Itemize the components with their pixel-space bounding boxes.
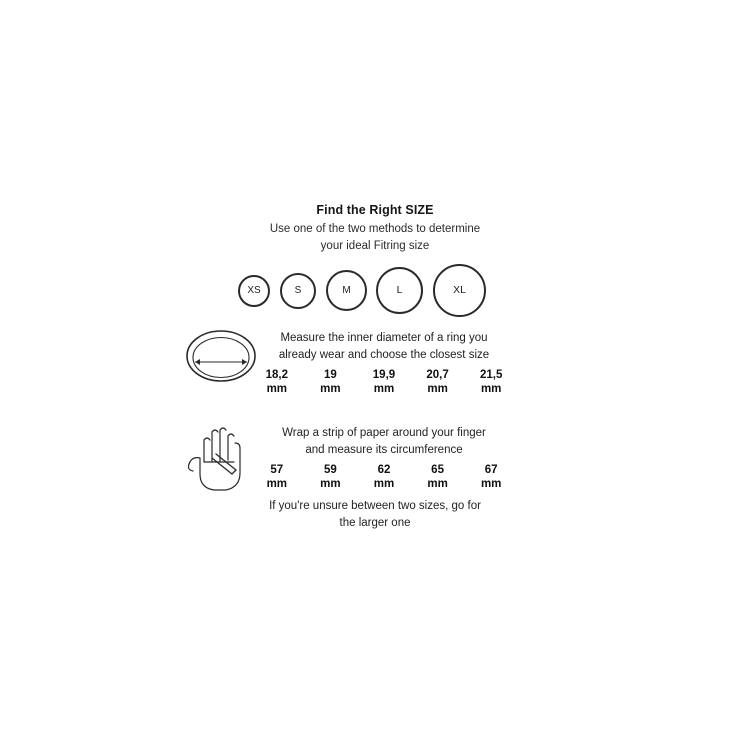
size-circle-s-label: S <box>294 285 302 296</box>
header-subtitle-line2: your ideal Fitring size <box>320 240 430 252</box>
circumference-instruction-line2: and measure its circumference <box>305 444 463 456</box>
page-title: Find the Right SIZE <box>316 203 434 217</box>
header-subtitle-line1: Use one of the two methods to determine <box>269 223 481 235</box>
circumference-value-s-number: 59 <box>323 464 337 476</box>
circumference-values-row <box>250 463 518 491</box>
size-circle-xl-label: XL <box>453 284 466 297</box>
circumference-value-xl <box>464 463 518 491</box>
footnote-line1: If you're unsure between two sizes, go for <box>269 500 481 512</box>
circumference-value-m-number: 62 <box>377 464 391 476</box>
size-circle-xs[interactable] <box>238 275 270 307</box>
diameter-value-l <box>411 368 465 396</box>
circumference-value-l-number: 65 <box>431 464 444 476</box>
circumference-value-xs-number: 57 <box>270 464 284 476</box>
size-circle-xl[interactable] <box>433 264 486 317</box>
size-circle-m[interactable] <box>326 270 367 311</box>
size-circle-xs-label: XS <box>247 285 261 296</box>
diameter-instruction <box>250 330 518 364</box>
diameter-value-l-unit: mm <box>427 383 448 395</box>
footnote <box>0 498 750 532</box>
diameter-value-m <box>357 368 411 396</box>
diameter-value-xl-number: 21,5 <box>479 369 503 381</box>
circumference-value-m-unit: mm <box>373 478 395 490</box>
diameter-value-xs-unit: mm <box>266 383 288 395</box>
circumference-value-xl-number: 67 <box>484 464 498 476</box>
diameter-value-m-number: 19,9 <box>372 369 396 381</box>
circumference-instruction <box>250 425 518 459</box>
diameter-value-m-unit: mm <box>373 383 395 395</box>
diameter-value-xl <box>464 368 518 396</box>
size-circle-l-label: L <box>396 284 403 297</box>
diameter-value-xs-number: 18,2 <box>265 369 288 381</box>
circumference-value-s <box>304 463 358 491</box>
circumference-value-xl-unit: mm <box>480 478 502 490</box>
size-scale <box>238 261 512 321</box>
circumference-value-s-unit: mm <box>320 478 341 490</box>
header <box>0 202 750 255</box>
diameter-value-s-number: 19 <box>323 369 337 381</box>
diameter-value-xl-unit: mm <box>480 383 502 395</box>
diameter-instruction-line1: Measure the inner diameter of a ring you <box>280 332 488 344</box>
diameter-value-l-number: 20,7 <box>426 369 449 381</box>
diameter-value-s <box>304 368 358 396</box>
circumference-value-xs <box>250 463 304 491</box>
header-subtitle <box>0 221 750 255</box>
diameter-values-row <box>250 368 518 396</box>
size-circle-m-label: M <box>342 284 351 296</box>
diameter-value-s-unit: mm <box>320 383 341 395</box>
circumference-value-xs-unit: mm <box>266 478 288 490</box>
size-circle-l[interactable] <box>376 267 423 314</box>
circumference-value-l-unit: mm <box>427 478 448 490</box>
circumference-value-m <box>357 463 411 491</box>
diameter-instruction-line2: already wear and choose the closest size <box>278 349 490 361</box>
ring-diameter-icon <box>185 326 257 392</box>
diameter-value-xs <box>250 368 304 396</box>
size-circle-s[interactable] <box>280 273 316 309</box>
circumference-value-l <box>411 463 465 491</box>
circumference-instruction-line1: Wrap a strip of paper around your finger <box>282 427 486 439</box>
footnote-line2: the larger one <box>339 517 411 529</box>
